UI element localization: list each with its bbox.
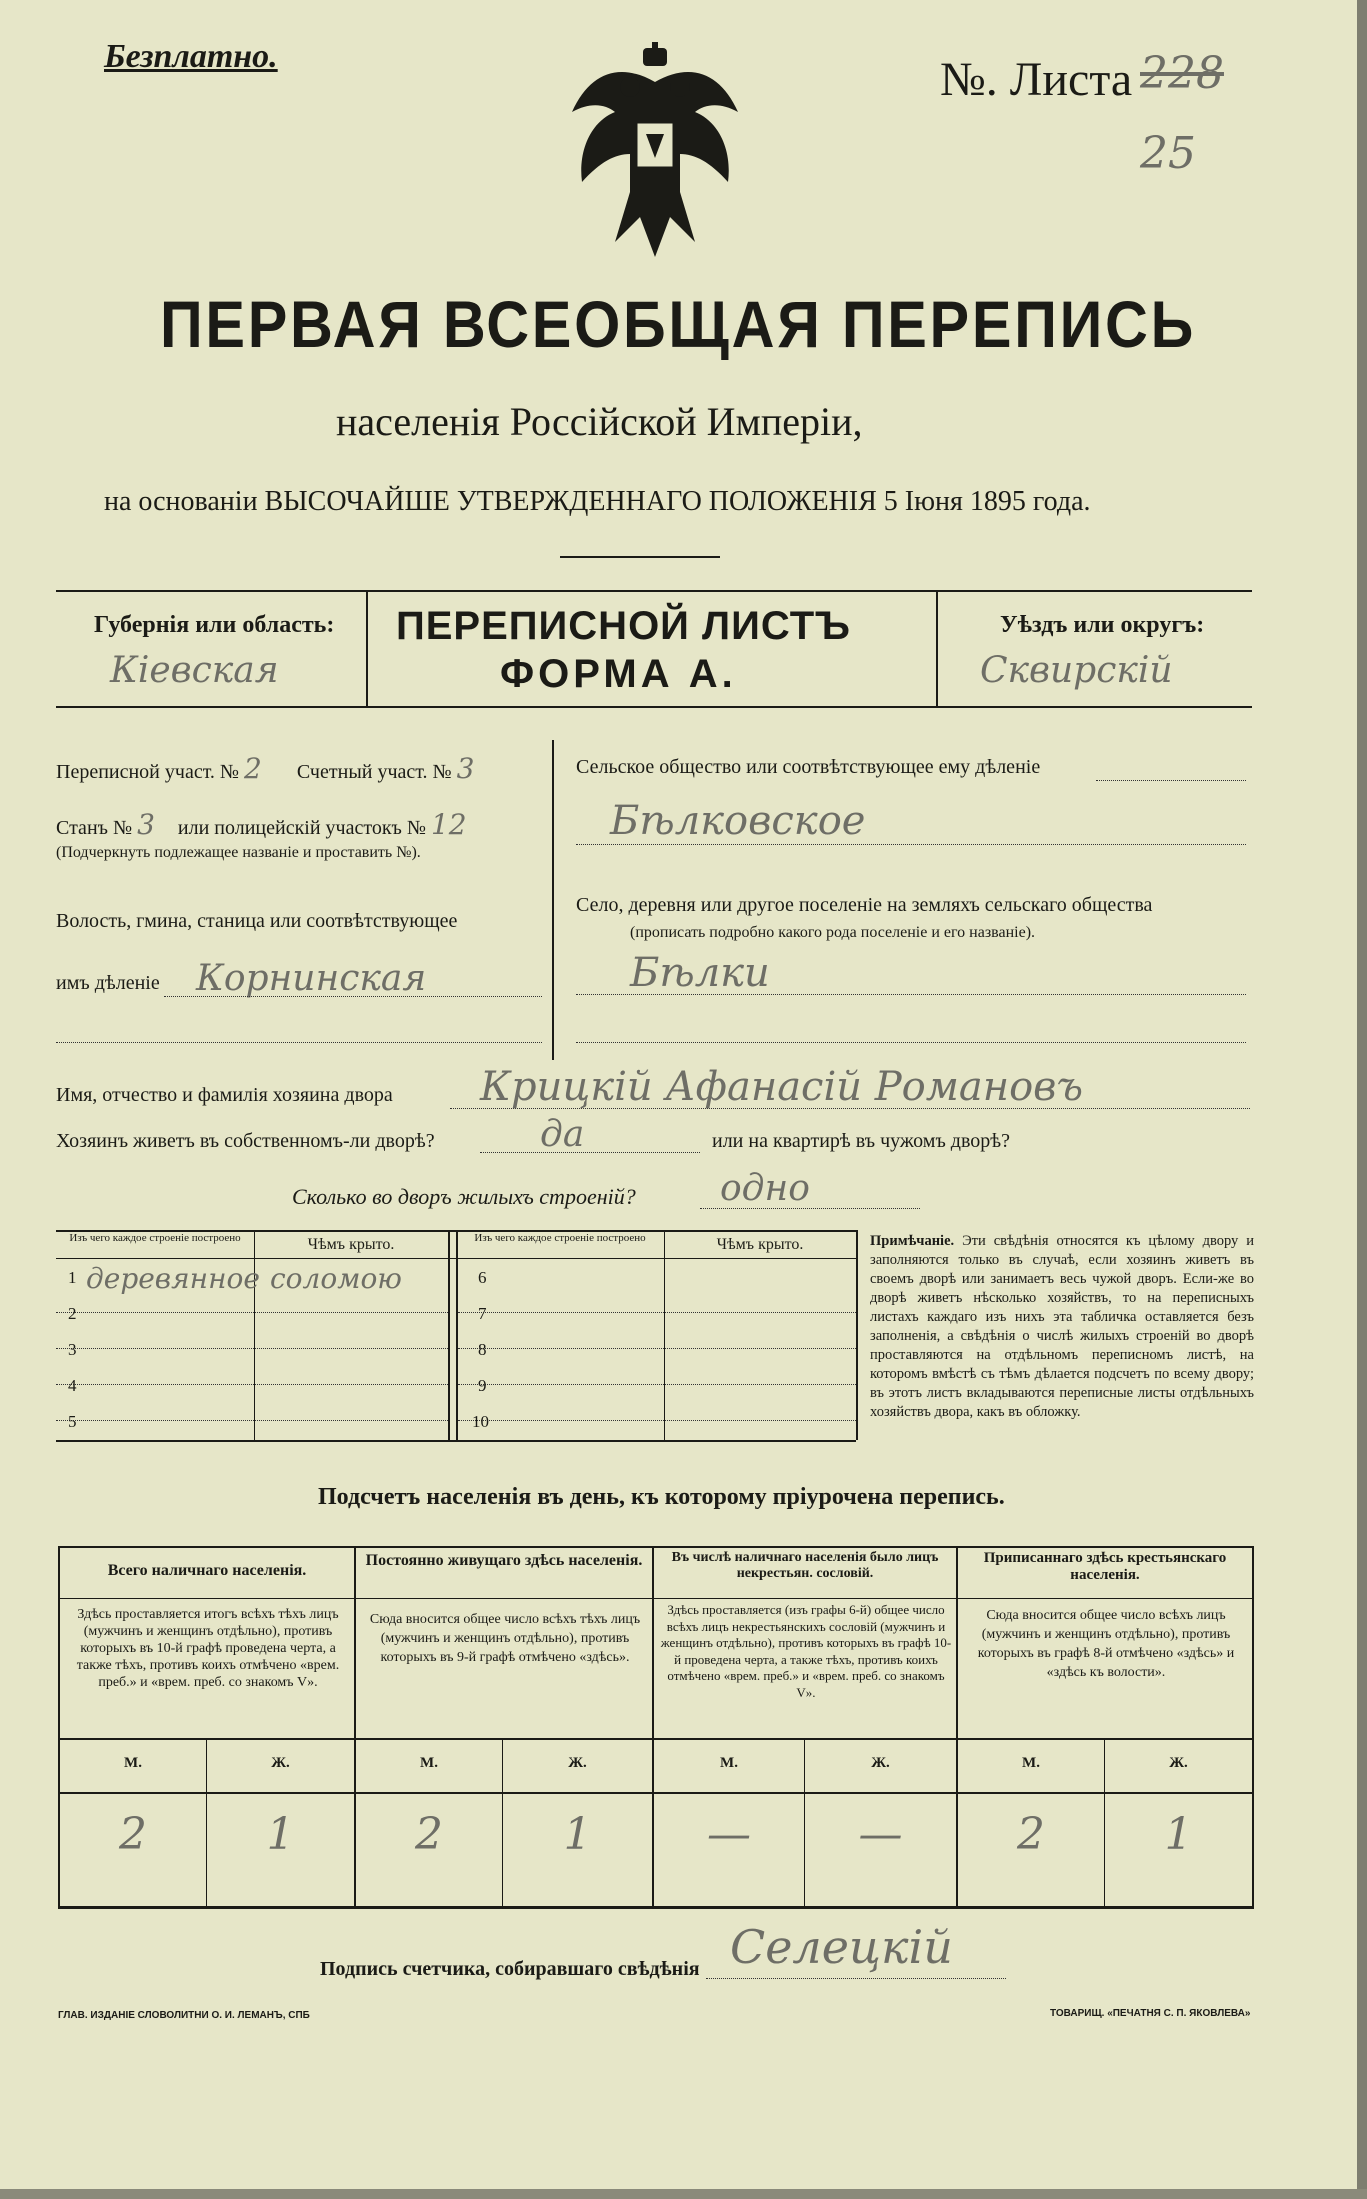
row-number: 1 <box>68 1268 77 1287</box>
col-roof-left: Чѣмъ крыто. <box>307 1236 395 1253</box>
count-col3-f: — <box>858 1809 903 1860</box>
society-label: Сельское общество или соотвѣтствующее ему дѣленіе <box>576 756 1041 778</box>
box-divider-right <box>936 592 938 706</box>
count-col2-f: 1 <box>563 1809 592 1860</box>
count-col2-title: Постоянно живущаго здѣсь населенія. <box>365 1552 643 1569</box>
uezd-label: Уѣздъ или округъ: <box>1000 612 1205 638</box>
row1-material: деревянное <box>86 1262 260 1295</box>
volost-value: Корнинская <box>196 958 427 999</box>
page-bottom-shadow <box>0 2189 1367 2199</box>
count-col1-desc: Здѣсь проставляется итогъ всѣхъ тѣхъ лицъ (мужчинъ и женщинъ отдѣльно), противъ которыхъ въ 10-й графѣ проведена черта, а также тѣхъ, противъ коихъ отмѣчено «врем. преб.» и «врем. преб. со знакомъ V». <box>76 1607 340 1690</box>
counting-district-value: 3 <box>456 752 475 785</box>
signature-label: Подпись счетчика, собиравшаго свѣдѣнія <box>320 1958 700 1980</box>
count-col4-desc: Сюда вносится общее число всѣхъ лицъ (мужчинъ и женщинъ отдѣльно), противъ которыхъ въ графѣ 8-й отмѣчено «здѣсь» и «здѣсь къ волости». <box>977 1608 1235 1680</box>
row-number: 2 <box>68 1304 77 1323</box>
count-col3-title: Въ числѣ наличнаго населенія было лицъ некрестьян. сословій. <box>671 1550 939 1581</box>
row-number: 10 <box>472 1412 489 1431</box>
row-number: 9 <box>478 1376 487 1395</box>
col-roof-right: Чѣмъ крыто. <box>716 1236 804 1253</box>
col-material-right: Изъ чего каждое строеніе построено <box>474 1232 646 1244</box>
col-material-left: Изъ чего каждое строеніе построено <box>69 1232 241 1244</box>
count-col3-f-label: Ж. <box>871 1755 890 1771</box>
count-col1-m: 2 <box>119 1809 147 1860</box>
uezd-value: Сквирскій <box>980 650 1173 691</box>
count-col1-m-label: М. <box>124 1755 142 1771</box>
double-headed-eagle-icon <box>560 42 750 262</box>
form-name-line1: ПЕРЕПИСНОЙ ЛИСТЪ <box>396 604 851 648</box>
count-heading: Подсчетъ населенія въ день, къ которому пріурочена перепись. <box>318 1484 1005 1510</box>
row-number: 6 <box>478 1268 487 1287</box>
buildings-value: одно <box>720 1168 810 1209</box>
sheet-number-text: №. Листа <box>940 53 1133 106</box>
count-col4-f: 1 <box>1164 1809 1193 1860</box>
count-col4-f-label: Ж. <box>1169 1755 1188 1771</box>
police-value: 12 <box>430 808 467 841</box>
note-block <box>870 1232 1254 1422</box>
count-col1-f-label: Ж. <box>271 1755 290 1771</box>
count-col1-f: 1 <box>266 1809 295 1860</box>
ornament-divider <box>560 556 720 558</box>
sheet-number-label <box>940 52 1132 107</box>
village-note: (прописать подробно какого рода поселеніе и его названіе). <box>630 924 1036 941</box>
imprint-left: ГЛАВ. ИЗДАНІЕ СЛОВОЛИТНИ О. И. ЛЕМАНЪ, СПБ <box>58 2010 310 2021</box>
owner-name-label: Имя, отчество и фамилія хозяина двора <box>56 1084 393 1106</box>
row-number: 4 <box>68 1376 77 1395</box>
imprint-right: ТОВАРИЩ. «ПЕЧАТНЯ С. П. ЯКОВЛЕВА» <box>1050 2008 1251 2019</box>
main-title: ПЕРВАЯ ВСЕОБЩАЯ ПЕРЕПИСЬ <box>160 287 1196 361</box>
stan-label: Станъ № 3 или полицейскій участокъ № 12 <box>56 808 467 841</box>
box-divider-left <box>366 592 368 706</box>
count-col2-f-label: Ж. <box>568 1755 587 1771</box>
gubernia-value: Кіевская <box>110 650 279 691</box>
location-divider <box>552 740 554 1060</box>
sheet-number-struck: 228 <box>1140 48 1224 99</box>
owner-own-label: Хозяинъ живетъ въ собственномъ-ли дворѣ? <box>56 1130 435 1152</box>
stan-value: 3 <box>137 808 155 841</box>
note-label: Примѣчаніе. <box>870 1233 955 1249</box>
village-value: Бѣлки <box>630 950 770 996</box>
village-label: Село, деревня или другое поселеніе на земляхъ сельскаго общества <box>576 894 1153 916</box>
volost-label2: имъ дѣленіе <box>56 972 160 994</box>
subtitle: населенія Россійской Имперіи, <box>336 399 863 444</box>
census-district-value: 2 <box>244 752 262 785</box>
count-col2-m: 2 <box>415 1809 443 1860</box>
owner-name-value: Крицкій Афанасій Романовъ <box>480 1064 1084 1110</box>
page-edge-shadow <box>1357 0 1367 2199</box>
owner-rent-label: или на квартирѣ въ чужомъ дворѣ? <box>712 1130 1011 1152</box>
buildings-label: Сколько во дворъ жилыхъ строеній? <box>292 1184 636 1209</box>
count-col4-m: 2 <box>1017 1809 1045 1860</box>
underline-note: (Подчеркнуть подлежащее названіе и проставить №). <box>56 844 421 861</box>
row-number: 5 <box>68 1412 77 1431</box>
gubernia-label: Губернія или область: <box>94 612 335 638</box>
count-col2-desc: Сюда вносится общее число всѣхъ тѣхъ лицъ (мужчинъ и женщинъ отдѣльно), противъ которыхъ въ 9-й графѣ отмѣчено «здѣсь». <box>369 1612 641 1665</box>
row-number: 3 <box>68 1340 77 1359</box>
volost-label1: Волость, гмина, станица или соотвѣтствующее <box>56 910 458 932</box>
count-col2-m-label: М. <box>420 1755 438 1771</box>
count-col4-title: Приписаннаго здѣсь крестьянскаго населенія. <box>983 1550 1227 1583</box>
count-col3-m-label: М. <box>720 1755 738 1771</box>
count-col3-m: — <box>707 1809 751 1860</box>
row-number: 7 <box>478 1304 487 1323</box>
form-name-line2: ФОРМА А. <box>500 652 737 696</box>
count-col3-desc: Здѣсь проставляется (изъ графы 6-й) общее число всѣхъ лицъ некрестьянскихъ сословій (мужчинъ и женщинъ отдѣльно), противъ которыхъ въ графѣ 10-й проведена черта, а также тѣхъ, противъ коихъ отмѣчено «врем. преб.» и «врем. преб. со знакомъ V». <box>660 1602 952 1700</box>
census-district-label: Переписной участ. № 2 Счетный участ. № 3 <box>56 752 475 785</box>
signature-value: Селецкій <box>730 1920 953 1974</box>
owner-own-value: да <box>540 1114 585 1155</box>
society-value: Бѣлковское <box>610 798 866 844</box>
box-bottom-rule <box>56 706 1252 708</box>
count-col4-m-label: М. <box>1022 1755 1040 1771</box>
basis-line: на основаніи ВЫСОЧАЙШЕ УТВЕРЖДЕННАГО ПОЛОЖЕНІЯ 5 Іюня 1895 года. <box>104 486 1091 517</box>
row1-roof: соломою <box>270 1262 402 1295</box>
free-label: Безплатно. <box>104 38 278 75</box>
box-top-rule <box>56 590 1252 592</box>
sheet-number-value: 25 <box>1140 128 1196 179</box>
row-number: 8 <box>478 1340 487 1359</box>
note-text: Эти свѣдѣнія относятся къ цѣлому двору и заполняются только въ случаѣ, если хозяинъ живетъ въ своемъ дворѣ или занимаетъ весь чужой дворъ. Если-же во дворѣ живетъ нѣсколько хозяйствъ, то на переписныхъ листахъ каждаго изъ нихъ эта табличка оставляется безъ заполненія, а свѣдѣнія о числѣ жилыхъ строеній во дворѣ проставляются на отдѣльномъ переписномъ листѣ, на которомъ вмѣстѣ съ тѣмъ дѣлается подсчетъ по всему двору; въ этотъ листъ вкладываются переписные листы отдѣльныхъ хозяйствъ двора, какъ въ обложку. <box>870 1233 1254 1420</box>
count-col1-title: Всего наличнаго населенія. <box>107 1562 307 1579</box>
